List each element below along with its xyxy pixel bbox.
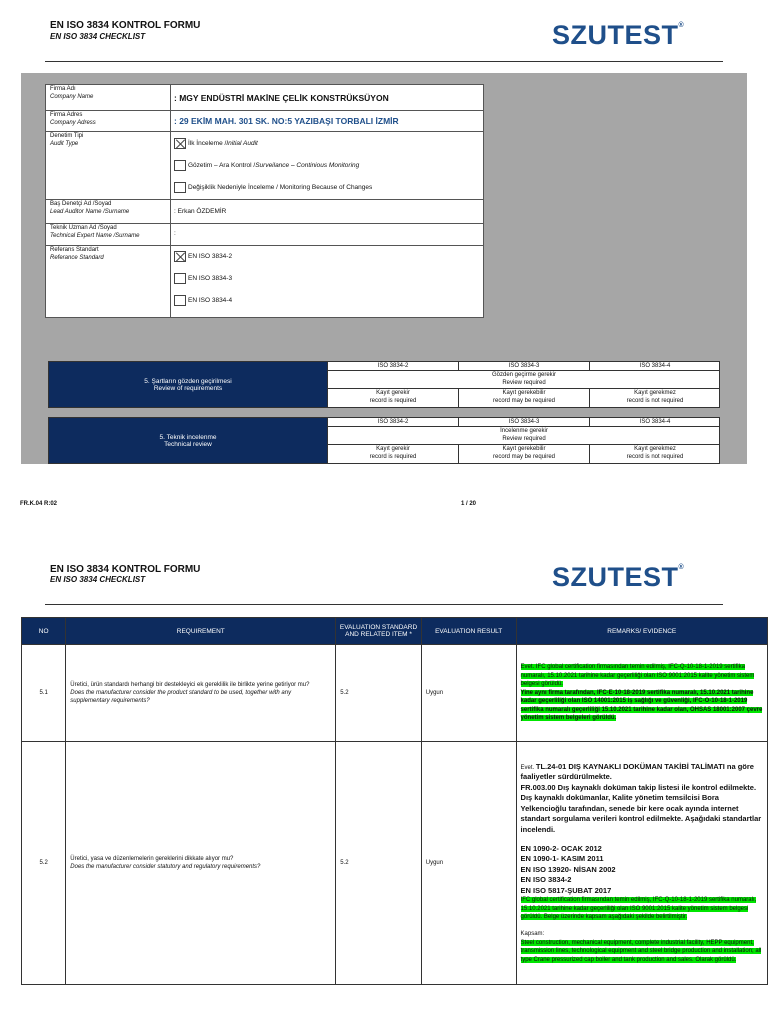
col-requirement: REQUIREMENT: [66, 618, 336, 645]
evaluation-result[interactable]: Uygun: [421, 645, 516, 742]
company-name-row: Firma Adı Company Name : MGY ENDÜSTRİ MAKİNE ÇELİK KONSTRÜKSÜYON: [46, 85, 483, 111]
remarks-evidence[interactable]: Evet. IFC global certification firmasından temin edilmiş, IFC-Q-10-18-1-2019 sertifika numaralı, 15.10.2021 tarihine kadar geçerliliği olan ISO 9001:2015 kalite yönetim sistem belgesi görüldü. Yine aynı firma tarafından, IFC-E-10-18-2019 sertifika numaralı, 15.10.2021 tarihine kadar geçerliliği olan ISO 14001:2015 iş sağlığı ve güvenliği, IFC-O-10-18-1-2019 sertifika numaralı geçerliliği 15.10.2021 tarihine kadar olan, OHSAS 18001:2007 çevre yönetim sistem belgeleri görüldü.: [516, 645, 767, 742]
company-address-row: Firma Adres Company Adress : 29 EKİM MAH. 301 SK. NO:5 YAZIBAŞI TORBALI İZMİR: [46, 111, 483, 132]
col-3834-3: ISO 3834-3: [458, 418, 589, 427]
lead-auditor-row: Baş Denetçi Ad /Soyad Lead Auditor Name /Surname : Erkan ÖZDEMİR: [46, 200, 483, 224]
col-3834-4: ISO 3834-4: [589, 362, 720, 371]
audit-option-initial[interactable]: İlk İnceleme / Initial Audit: [174, 138, 258, 149]
col-3834-4: ISO 3834-4: [589, 418, 720, 427]
checked-checkbox-icon[interactable]: [174, 251, 186, 262]
checkbox-icon[interactable]: [174, 182, 186, 193]
ref-option-3834-3[interactable]: EN ISO 3834-3: [174, 273, 232, 284]
row-no: 5.1: [22, 645, 66, 742]
tech-expert-value: :: [174, 230, 176, 237]
audit-option-surveillance[interactable]: Gözetim – Ara Kontrol / Surveilance – Continious Monitoring: [174, 160, 359, 171]
record-cell: Kayıt gerekmez record is not required: [589, 445, 720, 464]
form-title: EN ISO 3834 KONTROL FORMU: [50, 20, 201, 31]
table-row: [22, 742, 768, 985]
review-required-cell: Gözden geçirme gerekir Review required: [327, 371, 720, 389]
record-cell: Kayıt gerekebilir record may be required: [458, 445, 589, 464]
col-remarks: REMARKS/ EVIDENCE: [516, 618, 767, 645]
form-code: FR.K.04 R:02: [20, 501, 58, 507]
review-requirements-table: [48, 361, 720, 408]
record-cell: Kayıt gerekir record is required: [327, 389, 458, 408]
record-cell: Kayıt gerekmez record is not required: [589, 389, 720, 408]
table-header-row: [22, 618, 768, 645]
checkbox-icon[interactable]: [174, 295, 186, 306]
form-subtitle: EN ISO 3834 CHECKLIST: [50, 32, 146, 41]
requirements-table: [21, 617, 768, 985]
remarks-evidence[interactable]: Evet. TL.24-01 DIŞ KAYNAKLI DOKÜMAN TAKİBİ TALİMATI na göre faaliyetler sürdürülmekte. FR.003.00 Dış kaynaklı doküman takip listesi ile kontrol edilmekte. Dış kaynaklı dokümanlar, Kalite yönetim temsilcisi Bora Yelkencioğlu tarafından, senede bir kere ocak ayında internet standart sorgulama verileri kontrol edilmekte. Aşağıdaki standartlar incelendi. EN 1090-2- OCAK 2012 EN 1090-1- KASIM 2011 EN ISO 13920- NİSAN 2002 EN ISO 3834-2 EN ISO 5817-ŞUBAT 2017 IFC global certification firmasından temin edilmiş, IFC-Q-10-18-1-2019 sertifika numaralı, 15.10.2021 tarihine kadar geçerliliği olan ISO 9001:2015 kalite yönetim sistem belgesi görüldü. Belge üzerinde kapsam aşağıdaki şekilde belirtilmiştir. Kapsam: Steel construction, mechanical equipment, complete industrial facility, HEPP equipment, transmission lines, technological equipment and steel bridge production and installation; all type Crane pressurized cap boiler and tank production and sales. Olarak görüldü.: [516, 742, 767, 985]
ref-option-3834-4[interactable]: EN ISO 3834-4: [174, 295, 232, 306]
review-required-cell: İncelenme gerekir Review required: [327, 427, 720, 445]
audit-option-changes[interactable]: Değişiklik Nedeniyle İnceleme / Monitoring Because of Changes: [174, 182, 372, 193]
page-number: 1 / 20: [461, 501, 477, 507]
col-standard: EVALUATION STANDARD AND RELATED ITEM *: [336, 618, 422, 645]
company-info-table: [45, 84, 484, 318]
technical-review-table: [48, 417, 720, 464]
audit-type-row: Denetim Tipi Audit Type İlk İnceleme / Initial Audit Gözetim – Ara Kontrol / Surveilance – Continious Monitoring Değişiklik Nedeniyle İnceleme / Monitoring Because of Changes: [46, 132, 483, 200]
col-3834-2: ISO 3834-2: [327, 418, 458, 427]
technical-review-label: 5. Teknik incelenme Technical review: [49, 418, 327, 463]
ref-option-3834-2[interactable]: EN ISO 3834-2: [174, 251, 232, 262]
lead-auditor-value: : Erkan ÖZDEMİR: [174, 208, 227, 215]
szutest-logo: SZUTEST®: [552, 20, 685, 50]
reference-standard-row: Referans Standart Referance Standard EN ISO 3834-2 EN ISO 3834-3 EN ISO 3834-4: [50, 247, 233, 304]
form-subtitle: EN ISO 3834 CHECKLIST: [50, 575, 146, 584]
col-result: EVALUATION RESULT: [421, 618, 516, 645]
requirement-text: Üretici, ürün standardı herhangi bir destekleyici ek gereklilik ile birlikte yerine getiriyor mu? Does the manufacturer consider the product standard to be used, together with any supplementary requirements?: [66, 645, 336, 742]
row-no: 5.2: [22, 742, 66, 985]
header-divider: [45, 604, 723, 605]
standard-item: 5.2: [336, 645, 422, 742]
requirement-text: Üretici, yasa ve düzenlemelerin gereklerini dikkate alıyor mu? Does the manufacturer consider statutory and regulatory requirements?: [66, 742, 336, 985]
szutest-logo: SZUTEST®: [552, 562, 685, 592]
record-cell: Kayıt gerekir record is required: [327, 445, 458, 464]
evaluation-result[interactable]: Uygun: [421, 742, 516, 985]
form-title: EN ISO 3834 KONTROL FORMU: [50, 564, 201, 575]
col-3834-3: ISO 3834-3: [458, 362, 589, 371]
standard-item: 5.2: [336, 742, 422, 985]
review-requirements-label: 5. Şartların gözden geçirilmesi Review of requirements: [49, 362, 327, 407]
table-row: [22, 645, 768, 742]
col-no: NO: [22, 618, 66, 645]
company-address-value: : 29 EKİM MAH. 301 SK. NO:5 YAZIBAŞI TORBALI İZMİR: [174, 116, 399, 126]
header-divider: [45, 61, 723, 62]
company-name-value: : MGY ENDÜSTRİ MAKİNE ÇELİK KONSTRÜKSÜYON: [174, 93, 389, 103]
checkbox-icon[interactable]: [174, 273, 186, 284]
col-3834-2: ISO 3834-2: [327, 362, 458, 371]
tech-expert-row: Teknik Uzman Ad /Soyad Technical Expert Name /Surname :: [46, 224, 483, 246]
record-cell: Kayıt gerekebilir record may be required: [458, 389, 589, 408]
checkbox-icon[interactable]: [174, 160, 186, 171]
checked-checkbox-icon[interactable]: [174, 138, 186, 149]
